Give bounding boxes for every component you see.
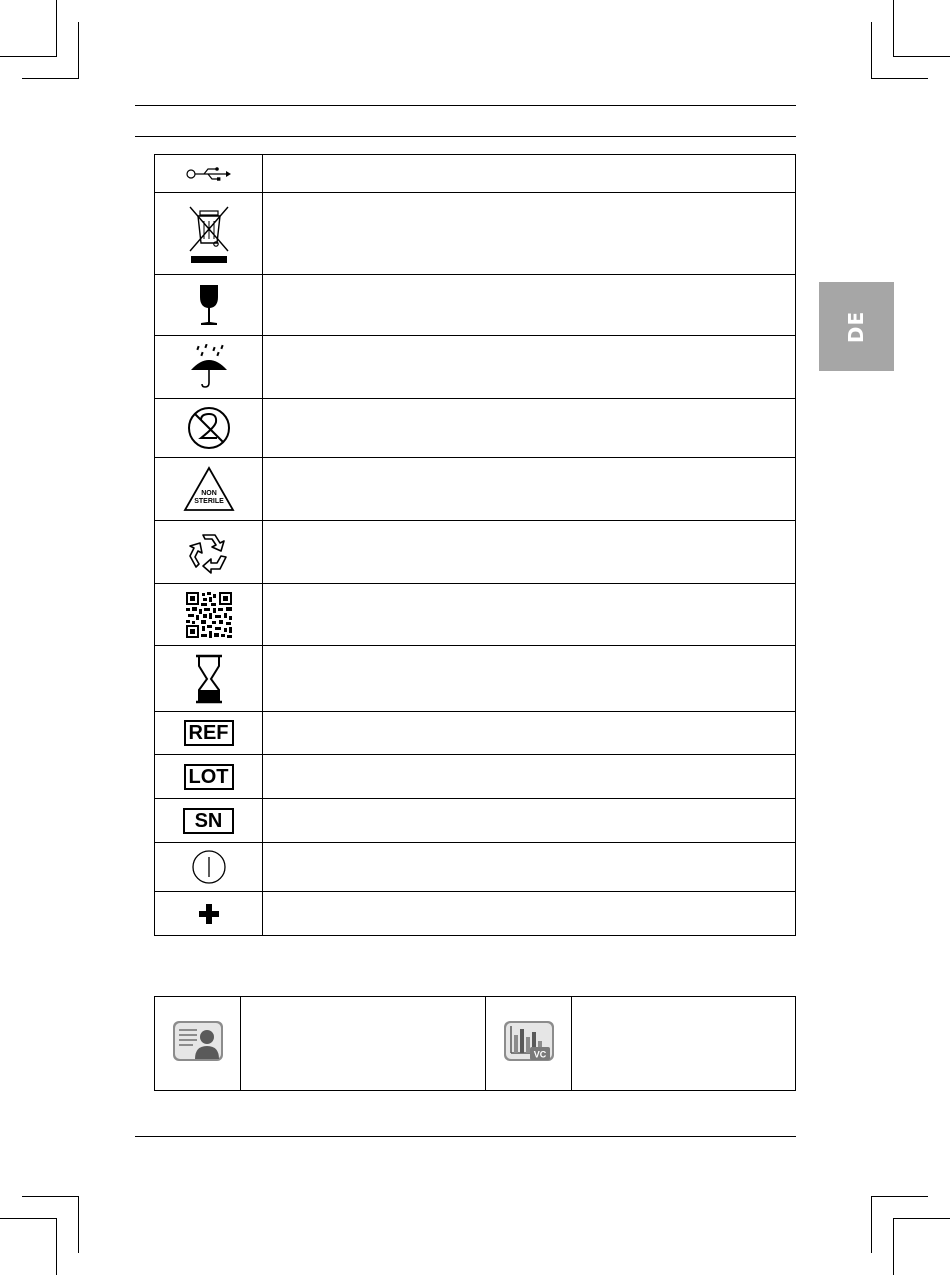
table-row <box>155 399 796 458</box>
symbols-table <box>154 154 796 936</box>
crop-mark <box>871 78 928 79</box>
fragile-glass-icon <box>155 275 263 336</box>
vc-chart-app-icon <box>486 997 572 1091</box>
symbol-description <box>263 646 796 712</box>
crop-mark <box>893 56 950 57</box>
crop-mark <box>78 22 79 79</box>
symbol-description <box>263 892 796 936</box>
crop-mark <box>78 1196 79 1253</box>
hourglass-icon <box>155 646 263 712</box>
symbol-description <box>263 584 796 646</box>
symbol-description <box>263 155 796 193</box>
apps-table <box>154 996 796 1091</box>
ref-label: REF <box>184 720 234 746</box>
table-row <box>155 997 796 1091</box>
symbol-description <box>263 799 796 843</box>
sn-label: SN <box>183 808 235 834</box>
lot-label-icon <box>155 755 263 799</box>
table-row <box>155 843 796 892</box>
table-row <box>155 458 796 521</box>
do-not-reuse-icon <box>155 399 263 458</box>
crop-mark <box>871 1196 928 1197</box>
vc-badge-text: VC <box>533 1049 546 1060</box>
usb-icon <box>155 155 263 193</box>
crop-mark <box>871 1196 872 1253</box>
table-row <box>155 336 796 399</box>
app-description <box>572 997 796 1091</box>
recycling-icon <box>155 521 263 584</box>
symbol-description <box>263 521 796 584</box>
plus-cross-icon <box>155 892 263 936</box>
symbol-description <box>263 275 796 336</box>
ref-label-icon <box>155 712 263 755</box>
user-profile-app-icon <box>155 997 241 1091</box>
symbol-description <box>263 712 796 755</box>
crop-mark <box>56 1218 57 1275</box>
lot-label: LOT <box>184 764 234 790</box>
table-row <box>155 646 796 712</box>
footer-rule <box>135 1136 796 1137</box>
crop-mark <box>56 0 57 57</box>
language-tab-label: DE <box>844 310 869 343</box>
table-row <box>155 892 796 936</box>
symbol-description <box>263 755 796 799</box>
table-row <box>155 275 796 336</box>
table-row <box>155 193 796 275</box>
crop-mark <box>893 1218 950 1219</box>
symbol-description <box>263 336 796 399</box>
table-row <box>155 755 796 799</box>
crop-mark <box>0 56 57 57</box>
non-sterile-icon <box>155 458 263 521</box>
header-rule <box>135 105 796 106</box>
crop-mark <box>871 22 872 79</box>
table-row <box>155 521 796 584</box>
app-description <box>241 997 486 1091</box>
crop-mark <box>22 78 79 79</box>
non-sterile-text: NON STERILE <box>193 490 224 505</box>
symbol-description <box>263 458 796 521</box>
symbol-description <box>263 843 796 892</box>
crop-mark <box>22 1196 79 1197</box>
qr-code-icon <box>155 584 263 646</box>
table-row <box>155 584 796 646</box>
language-tab <box>819 282 894 371</box>
symbol-description <box>263 399 796 458</box>
table-row <box>155 155 796 193</box>
crossed-out-wheelie-bin-icon <box>155 193 263 275</box>
crop-mark <box>0 1218 57 1219</box>
header-rule <box>135 136 796 137</box>
crop-mark <box>893 1218 894 1275</box>
sn-label-icon <box>155 799 263 843</box>
on-off-icon <box>155 843 263 892</box>
symbol-description <box>263 193 796 275</box>
keep-dry-umbrella-icon <box>155 336 263 399</box>
table-row <box>155 799 796 843</box>
table-row <box>155 712 796 755</box>
crop-mark <box>893 0 894 57</box>
